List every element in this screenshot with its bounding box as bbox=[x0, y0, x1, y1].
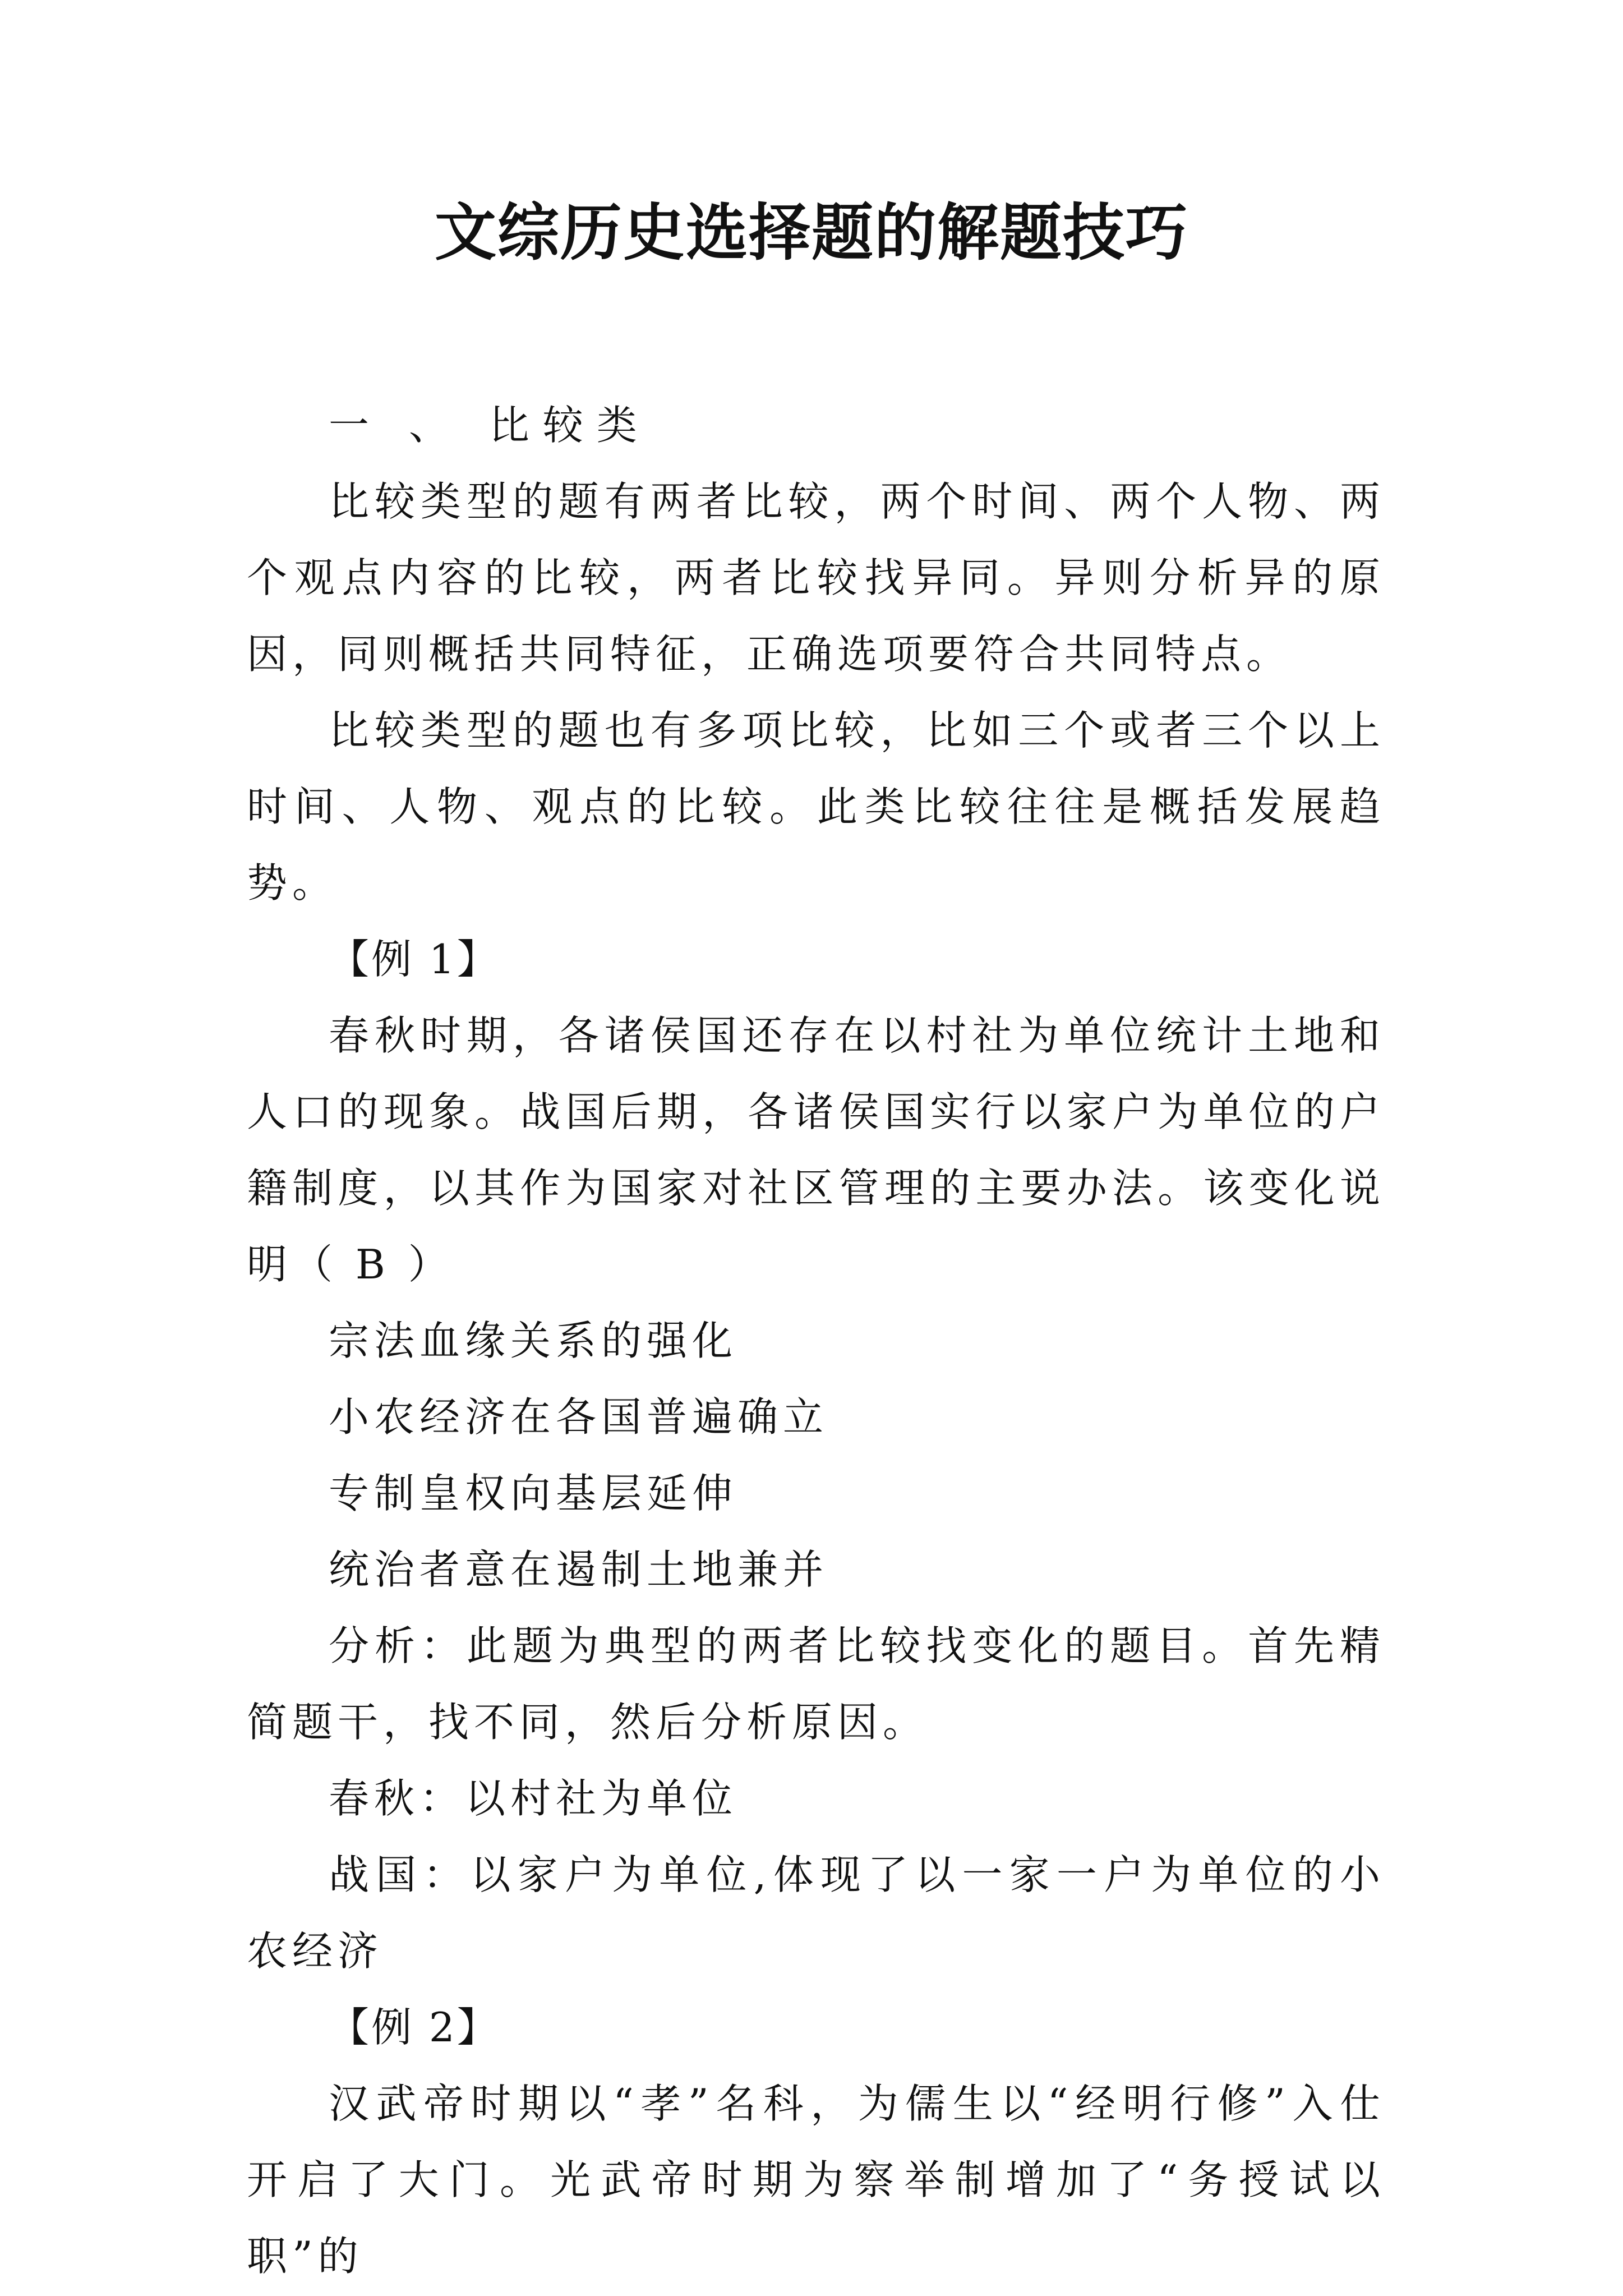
question-stem: 汉武帝时期以“孝”名科，为儒生以“经明行修”入仕开启了大门。光武帝时期为察举制增加了“务授试以职”的 bbox=[247, 2080, 1385, 2280]
paragraph: 比较类型的题有两者比较，两个时间、两个人物、两个观点内容的比较，两者比较找异同。异则分析异的原因，同则概括共同特征，正确选项要符合共同特点。 bbox=[247, 478, 1385, 678]
example-label: 【例 2】 bbox=[329, 2004, 500, 2051]
answer-option: 统治者意在遏制土地兼并 bbox=[329, 1546, 829, 1593]
paragraph: 比较类型的题也有多项比较，比如三个或者三个以上时间、人物、观点的比较。此类比较往往是概括发展趋势。 bbox=[247, 707, 1385, 907]
paragraph: 战国：以家户为单位,体现了以一家一户为单位的小农经济 bbox=[247, 1851, 1385, 1975]
answer-option: 宗法血缘关系的强化 bbox=[329, 1317, 738, 1364]
answer-option: 小农经济在各国普遍确立 bbox=[329, 1393, 829, 1441]
question-stem: 春秋时期，各诸侯国还存在以村社为单位统计土地和人口的现象。战国后期，各诸侯国实行以家户为单位的户籍制度，以其作为国家对社区管理的主要办法。该变化说明（ B ） bbox=[247, 1012, 1385, 1288]
document-body bbox=[247, 387, 1385, 2294]
analysis-paragraph: 分析：此题为典型的两者比较找变化的题目。首先精简题干，找不同，然后分析原因。 bbox=[247, 1622, 1385, 1746]
document-title: 文综历史选择题的解题技巧 bbox=[435, 196, 1188, 269]
example-label: 【例 1】 bbox=[329, 936, 500, 983]
section-heading: 一 、 比较类 bbox=[329, 402, 651, 449]
answer-option: 专制皇权向基层延伸 bbox=[329, 1470, 738, 1517]
paragraph: 春秋：以村社为单位 bbox=[329, 1775, 738, 1822]
